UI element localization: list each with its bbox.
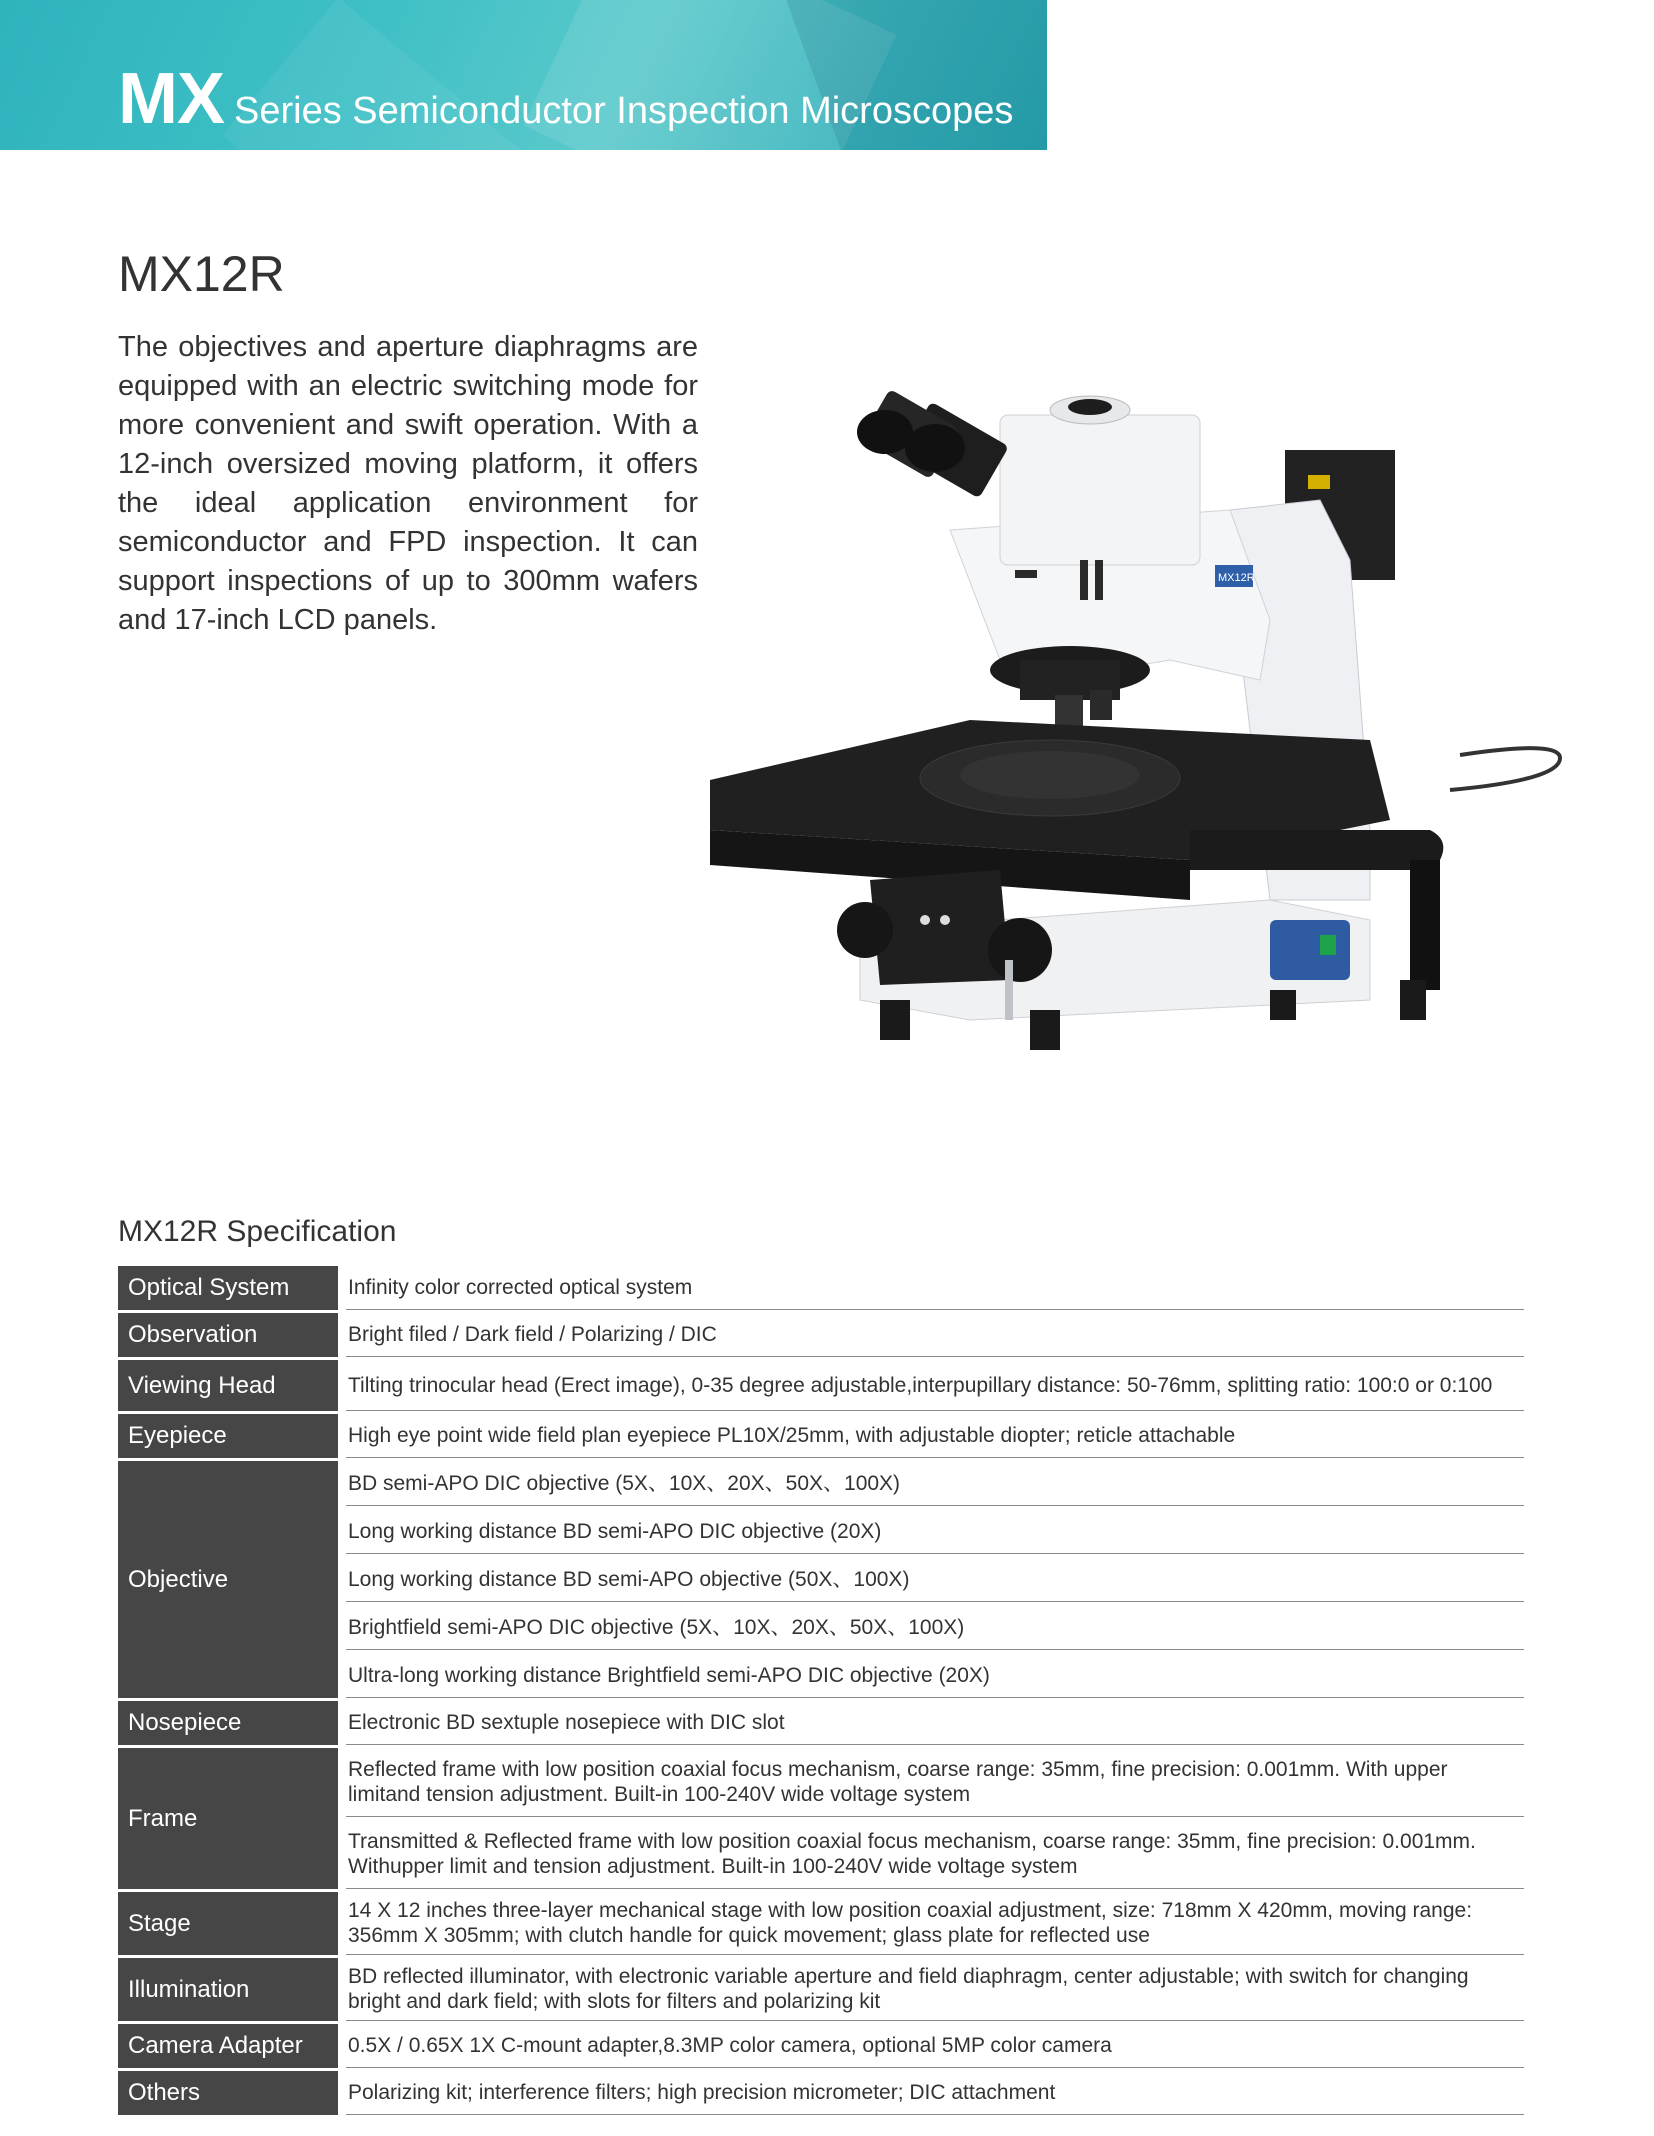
spec-label: Illumination: [118, 1958, 338, 2021]
banner-title: [118, 58, 1013, 140]
spec-gap: [338, 1748, 346, 1889]
spec-value: Electronic BD sextuple nosepiece with DIC slot: [346, 1701, 1524, 1745]
banner-subtitle: Series Semiconductor Inspection Microscopes: [234, 90, 1014, 132]
spec-value: Transmitted & Reflected frame with low position coaxial focus mechanism, coarse range: 35mm, fine precision: 0.001mm. Withupper limit and tension adjustment. Built-in 100-240V wide voltage system: [346, 1820, 1524, 1889]
spec-row: [118, 1313, 1524, 1357]
spec-value: Brightfield semi-APO DIC objective (5X、10X、20X、50X、100X): [346, 1605, 1524, 1650]
spec-gap: [338, 2071, 346, 2115]
spec-label: Camera Adapter: [118, 2024, 338, 2068]
spec-value: Reflected frame with low position coaxial focus mechanism, coarse range: 35mm, fine precision: 0.001mm. With upper limitand tension adjustment. Built-in 100-240V wide voltage system: [346, 1748, 1524, 1817]
spec-row: [118, 2071, 1524, 2115]
spec-table: [118, 1263, 1524, 2118]
spec-gap: [338, 2024, 346, 2068]
spec-value: BD semi-APO DIC objective (5X、10X、20X、50X、100X): [346, 1461, 1524, 1506]
spec-gap: [338, 1313, 346, 1357]
spec-value: Ultra-long working distance Brightfield semi-APO DIC objective (20X): [346, 1653, 1524, 1698]
model-title: MX12R: [118, 246, 285, 302]
spec-value: Tilting trinocular head (Erect image), 0-35 degree adjustable,interpupillary distance: 50-76mm, splitting ratio: 100:0 or 0:100: [346, 1360, 1524, 1411]
spec-label: Stage: [118, 1892, 338, 1955]
spec-value: Long working distance BD semi-APO DIC objective (20X): [346, 1509, 1524, 1554]
spec-row: [118, 1748, 1524, 1817]
spec-value: Long working distance BD semi-APO objective (50X、100X): [346, 1557, 1524, 1602]
spec-value: High eye point wide field plan eyepiece PL10X/25mm, with adjustable diopter; reticle attachable: [346, 1414, 1524, 1458]
spec-gap: [338, 1414, 346, 1458]
header-banner: [0, 0, 1047, 150]
spec-label: Frame: [118, 1748, 338, 1889]
spec-gap: [338, 1461, 346, 1698]
intro-paragraph: The objectives and aperture diaphragms are equipped with an electric switching mode for more convenient and swift operation. With a 12-inch oversized moving platform, it offers the ideal application environment for semiconductor and FPD inspection. It can support inspections of up to 300mm wafers and 17-inch LCD panels.: [118, 331, 698, 636]
spec-label: Viewing Head: [118, 1360, 338, 1411]
spec-label: Others: [118, 2071, 338, 2115]
spec-gap: [338, 1958, 346, 2021]
spec-gap: [338, 1266, 346, 1310]
spec-label: Optical System: [118, 1266, 338, 1310]
badge-label: MX12R: [1218, 572, 1255, 584]
spec-title: MX12R Specification: [118, 1215, 397, 1248]
spec-gap: [338, 1892, 346, 1955]
spec-value: BD reflected illuminator, with electronic variable aperture and field diaphragm, center adjustable; with switch for changing bright and dark field; with slots for filters and polarizing kit: [346, 1958, 1524, 2021]
spec-row: [118, 1360, 1524, 1411]
spec-value: Bright filed / Dark field / Polarizing / DIC: [346, 1313, 1524, 1357]
spec-row: [118, 1892, 1524, 1955]
spec-gap: [338, 1701, 346, 1745]
spec-value: 14 X 12 inches three-layer mechanical stage with low position coaxial adjustment, size: 718mm X 420mm, moving range: 356mm X 305mm; with clutch handle for quick movement; glass plate for reflected use: [346, 1892, 1524, 1955]
spec-label: Eyepiece: [118, 1414, 338, 1458]
banner-brand: MX: [118, 59, 224, 139]
spec-value: Infinity color corrected optical system: [346, 1266, 1524, 1310]
spec-label: Observation: [118, 1313, 338, 1357]
spec-value: Polarizing kit; interference filters; high precision micrometer; DIC attachment: [346, 2071, 1524, 2115]
microscope-photo: [670, 360, 1620, 1140]
spec-row: [118, 1958, 1524, 2021]
spec-label: Objective: [118, 1461, 338, 1698]
spec-value: 0.5X / 0.65X 1X C-mount adapter,8.3MP color camera, optional 5MP color camera: [346, 2024, 1524, 2068]
spec-row: [118, 1266, 1524, 1310]
spec-row: [118, 2024, 1524, 2068]
spec-row: [118, 1414, 1524, 1458]
spec-label: Nosepiece: [118, 1701, 338, 1745]
spec-row: [118, 1701, 1524, 1745]
spec-gap: [338, 1360, 346, 1411]
spec-row: [118, 1461, 1524, 1506]
